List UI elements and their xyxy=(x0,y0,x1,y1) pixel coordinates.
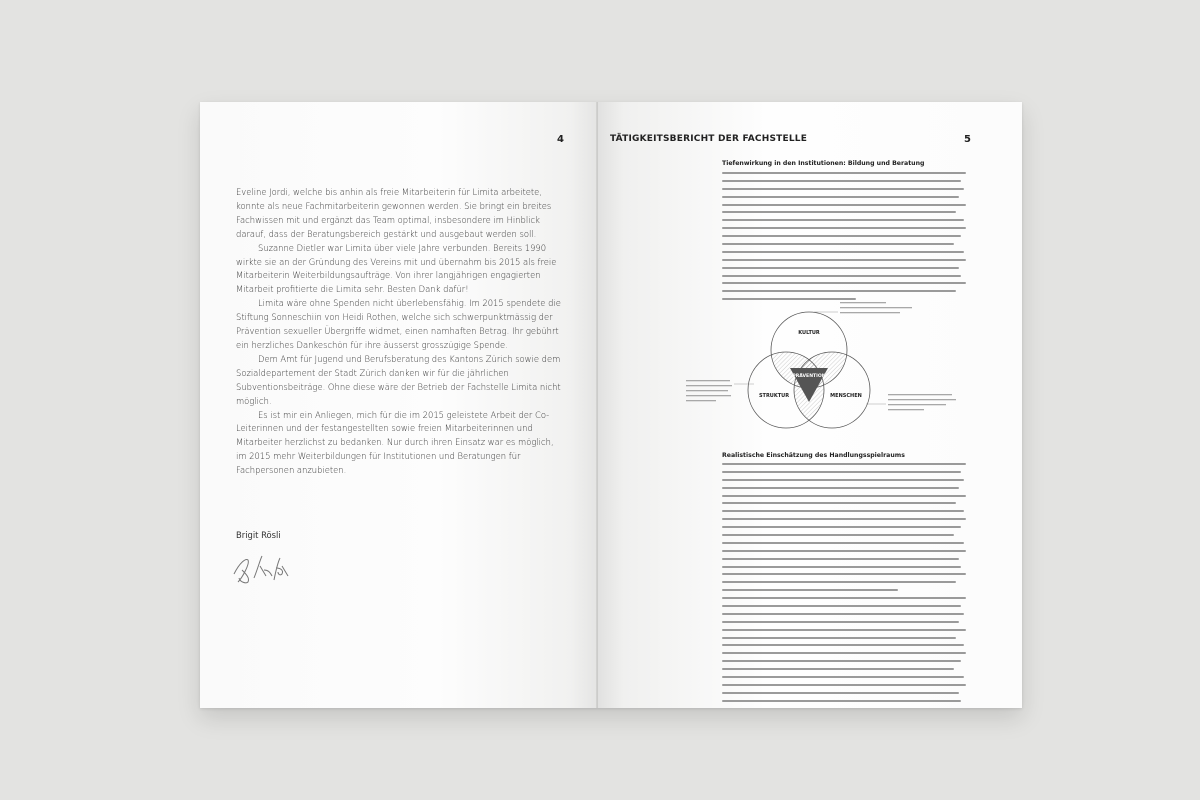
text-line xyxy=(722,668,954,670)
text-line xyxy=(722,605,961,607)
brochure-spread xyxy=(200,102,1022,708)
text-line xyxy=(722,188,964,190)
text-line xyxy=(722,259,966,261)
text-line xyxy=(722,581,956,583)
text-line xyxy=(722,684,966,686)
left-page-number: 4 xyxy=(557,134,564,145)
text-line xyxy=(722,290,956,292)
text-line xyxy=(722,510,964,512)
text-line xyxy=(722,676,964,678)
text-line xyxy=(722,629,966,631)
prevention-venn-diagram xyxy=(634,298,984,438)
text-line xyxy=(722,211,956,213)
text-line xyxy=(722,534,954,536)
section-1-text-lines xyxy=(722,172,966,306)
text-line xyxy=(722,652,966,654)
text-line xyxy=(722,613,964,615)
text-line xyxy=(722,267,959,269)
text-line xyxy=(722,644,964,646)
text-line xyxy=(722,251,964,253)
right-page-number: 5 xyxy=(964,134,971,145)
text-line xyxy=(722,282,966,284)
text-line xyxy=(722,637,956,639)
text-line xyxy=(722,660,961,662)
section-title: Tiefenwirkung in den Institutionen: Bildung und Beratung xyxy=(722,160,925,167)
paragraph: Suzanne Dietler war Limita über viele Jahre verbunden. Bereits 1990 wirkte sie an der Gründung des Vereins mit und übernahm bis 2015 als freie Mitarbeiterin Weiterbildungsaufträge. Von ihrer langjährigen engagierten Mitarbeit profitierte die Limita sehr. Besten Dank dafür! xyxy=(236,242,557,295)
text-line xyxy=(722,692,959,694)
paragraph: Dem Amt für Jugend und Berufsberatung des Kantons Zürich sowie dem Sozialdepartement der Stadt Zürich danken wir für die jährlichen Subventionsbeiträge. Ohne diese wäre der Betrieb der Fachstelle Limita nicht möglich. xyxy=(236,353,561,406)
left-body-text xyxy=(236,186,562,478)
text-line xyxy=(722,621,959,623)
text-line xyxy=(722,219,964,221)
annotation-kultur xyxy=(840,302,912,313)
text-line xyxy=(722,700,961,702)
annotation-struktur xyxy=(686,380,732,401)
paragraph: Limita wäre ohne Spenden nicht überlebensfähig. Im 2015 spendete die Stiftung Sonneschiin von Heidi Rothen, welche sich schwerpunktmässig der Prävention sexueller Übergriffe widmet, einen namhaften Betrag. Ihr gebührt ein herzliches Dankeschön für ihre äusserst grosszügige Spende. xyxy=(236,298,561,350)
text-line xyxy=(722,204,966,206)
label-menschen: MENSCHEN xyxy=(830,393,862,399)
text-line xyxy=(722,589,898,591)
text-line xyxy=(722,597,966,599)
text-line xyxy=(722,243,954,245)
text-line xyxy=(722,471,961,473)
text-line xyxy=(722,479,964,481)
text-line xyxy=(722,518,966,520)
section-title: Realistische Einschätzung des Handlungsspielraums xyxy=(722,452,905,459)
text-line xyxy=(722,502,956,504)
text-line xyxy=(722,550,966,552)
label-kultur: KULTUR xyxy=(798,330,820,336)
annotation-menschen xyxy=(888,394,956,410)
text-line xyxy=(722,172,966,174)
handwritten-signature xyxy=(230,548,300,588)
text-line xyxy=(722,235,961,237)
text-line xyxy=(722,180,961,182)
label-struktur: STRUKTUR xyxy=(758,393,790,399)
text-line xyxy=(722,196,959,198)
text-line xyxy=(722,566,961,568)
paragraph: Eveline Jordi, welche bis anhin als freie Mitarbeiterin für Limita arbeitete, konnte als neue Fachmitarbeiterin gewonnen werden. Sie bringt ein breites Fachwissen mit und ergänzt das Team optimal, insbesondere im Hinblick darauf, dass der Beratungsbereich gestärkt und ausgebaut werden soll. xyxy=(236,187,552,239)
text-line xyxy=(722,495,966,497)
text-line xyxy=(722,463,966,465)
section-2-text-lines xyxy=(722,463,966,708)
signer-name: Brigit Rösli xyxy=(236,530,281,540)
text-line xyxy=(722,526,961,528)
text-line xyxy=(722,573,966,575)
right-page xyxy=(598,102,1022,708)
running-head: TÄTIGKEITSBERICHT DER FACHSTELLE xyxy=(610,134,808,144)
text-line xyxy=(722,275,961,277)
text-line xyxy=(722,227,966,229)
left-page xyxy=(200,102,598,708)
text-line xyxy=(722,542,964,544)
label-praevention: PRÄVENTION xyxy=(792,374,826,379)
paragraph: Es ist mir ein Anliegen, mich für die im 2015 geleistete Arbeit der Co-Leiterinnen und der festangestellten sowie freien Mitarbeiterinnen und Mitarbeiter herzlichst zu bedanken. Nur durch ihren Einsatz war es möglich, im 2015 mehr Weiterbildungen für Institutionen und Beratungen für Fachpersonen anzubieten. xyxy=(236,409,554,476)
text-line xyxy=(722,558,959,560)
text-line xyxy=(722,487,959,489)
